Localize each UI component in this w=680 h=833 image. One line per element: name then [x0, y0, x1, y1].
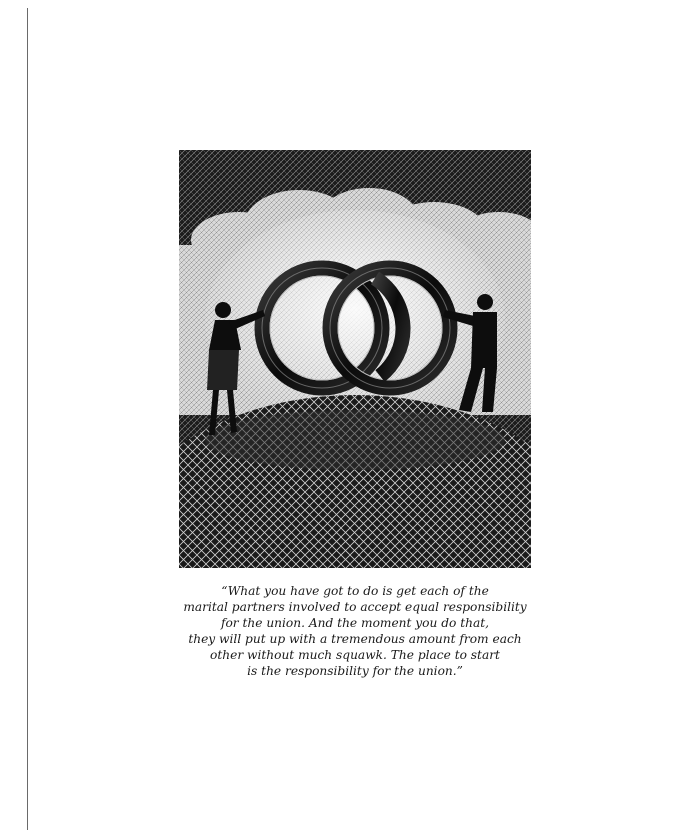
pull-quote: [160, 583, 550, 679]
rings-illustration: [179, 150, 531, 568]
page-margin-rule: [27, 8, 28, 830]
quote-line: is the responsibility for the union.”: [247, 664, 463, 678]
quote-line: marital partners involved to accept equal responsibility: [183, 600, 527, 614]
quote-line: “What you have got to do is get each of the: [221, 584, 489, 598]
quote-line: they will put up with a tremendous amount from each: [188, 632, 522, 646]
quote-line: other without much squawk. The place to start: [210, 648, 500, 662]
quote-line: for the union. And the moment you do that,: [220, 616, 490, 630]
